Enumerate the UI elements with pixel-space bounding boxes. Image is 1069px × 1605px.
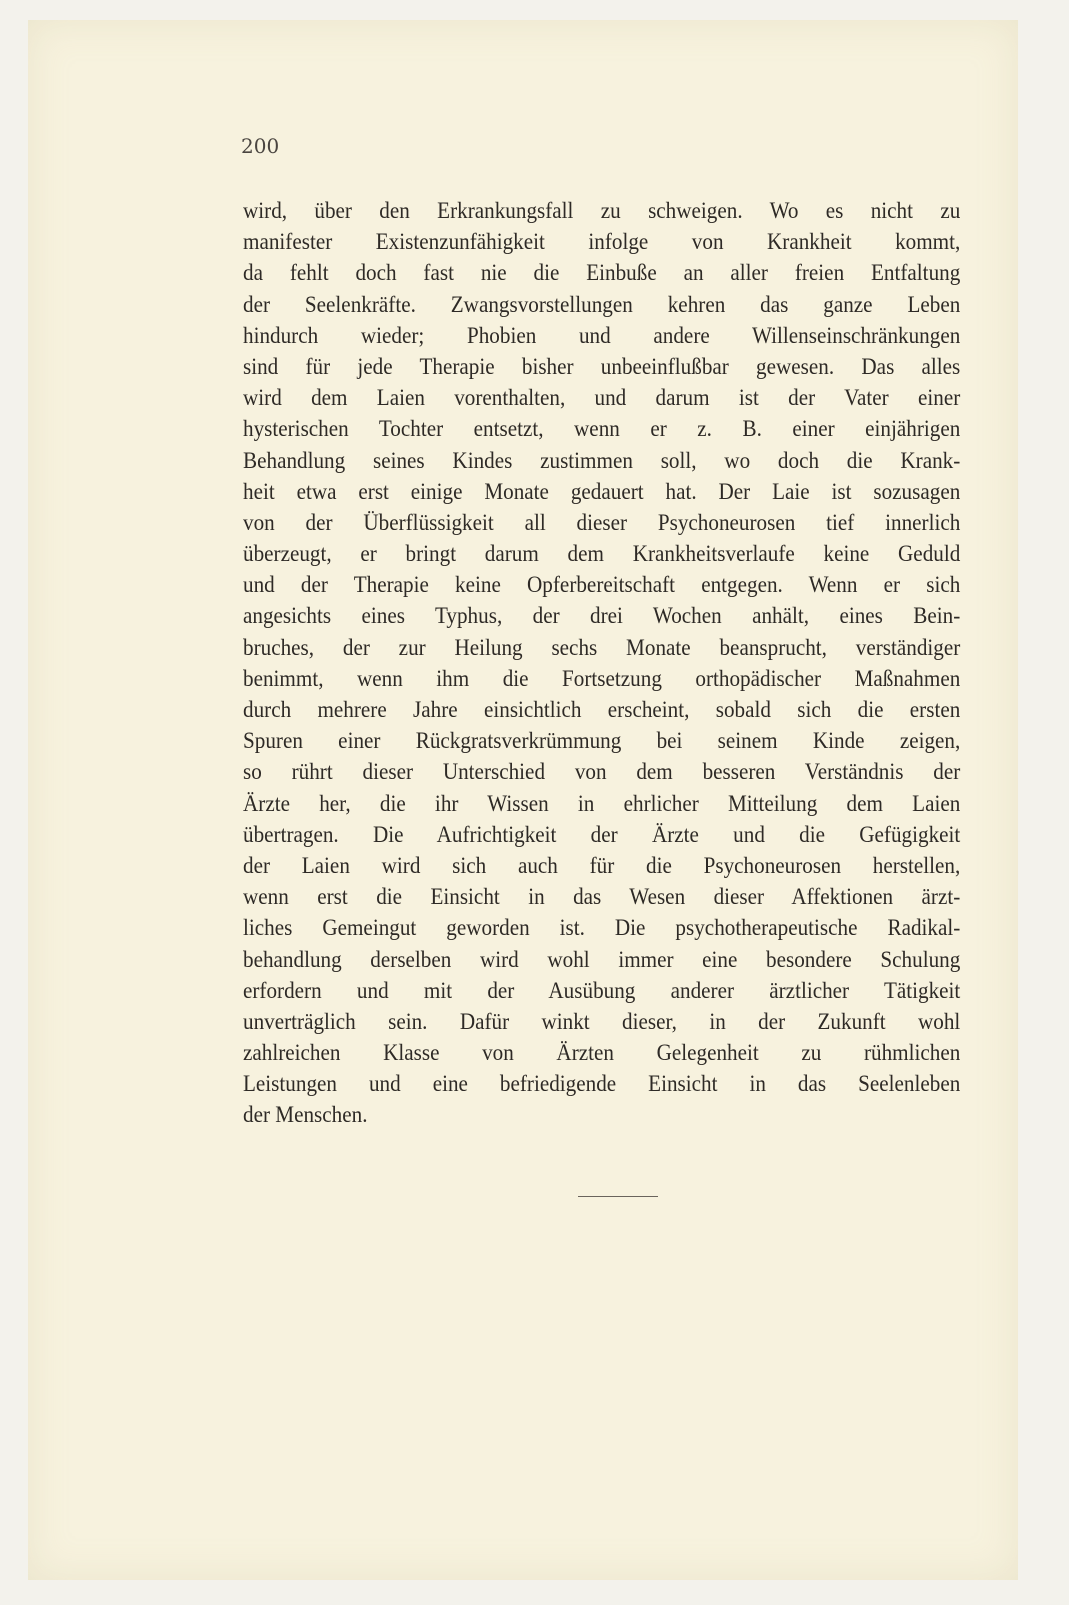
text-line: unverträglich sein. Dafür winkt dieser, in der Zukunft wohl — [243, 1008, 961, 1035]
text-line: bruches, der zur Heilung sechs Monate beansprucht, verständiger — [243, 634, 961, 661]
text-line: wird dem Laien vorenthalten, und darum ist der Vater einer — [243, 385, 961, 412]
text-line: der Menschen. — [243, 1102, 368, 1129]
text-line: behandlung derselben wird wohl immer eine besondere Schulung — [243, 946, 961, 973]
text-line: Spuren einer Rückgratsverkrümmung bei seinem Kinde zeigen, — [243, 728, 961, 755]
text-line: benimmt, wenn ihm die Fortsetzung orthopädischer Maßnahmen — [243, 665, 961, 692]
text-line: wird, über den Erkrankungsfall zu schweigen. Wo es nicht zu — [243, 198, 961, 224]
page-number: 200 — [241, 134, 280, 158]
text-line: Behandlung seines Kindes zustimmen soll, wo doch die Krank- — [243, 447, 961, 474]
body-text — [243, 196, 961, 1132]
text-line: hysterischen Tochter entsetzt, wenn er z. B. einer einjährigen — [243, 416, 961, 443]
text-line: zahlreichen Klasse von Ärzten Gelegenheit zu rühmlichen — [243, 1040, 961, 1067]
scanned-page — [28, 20, 1018, 1580]
text-line: sind für jede Therapie bisher unbeeinflußbar gewesen. Das alles — [243, 353, 961, 380]
text-line: heit etwa erst einige Monate gedauert hat. Der Laie ist sozusagen — [243, 478, 961, 505]
text-line: und der Therapie keine Opferbereitschaft entgegen. Wenn er sich — [243, 572, 961, 599]
text-line: überzeugt, er bringt darum dem Krankheitsverlaufe keine Geduld — [243, 541, 961, 568]
text-line: Leistungen und eine befriedigende Einsicht in das Seelenleben — [243, 1071, 961, 1098]
text-line: erfordern und mit der Ausübung anderer ärztlicher Tätigkeit — [243, 977, 961, 1004]
text-line: manifester Existenzunfähigkeit infolge von Krankheit kommt, — [243, 229, 961, 256]
text-line: der Seelenkräfte. Zwangsvorstellungen kehren das ganze Leben — [243, 291, 961, 318]
text-line: von der Überflüssigkeit all dieser Psychoneurosen tief innerlich — [243, 509, 961, 536]
text-line: hindurch wieder; Phobien und andere Willenseinschränkungen — [243, 322, 961, 349]
text-line: der Laien wird sich auch für die Psychoneurosen herstellen, — [243, 852, 961, 879]
text-line: angesichts eines Typhus, der drei Wochen anhält, eines Bein- — [243, 603, 961, 630]
text-line: übertragen. Die Aufrichtigkeit der Ärzte und die Gefügigkeit — [243, 821, 961, 848]
text-line: liches Gemeingut geworden ist. Die psychotherapeutische Radikal- — [243, 915, 961, 942]
text-line: Ärzte her, die ihr Wissen in ehrlicher Mitteilung dem Laien — [243, 790, 961, 817]
text-line: so rührt dieser Unterschied von dem besseren Verständnis der — [243, 759, 961, 786]
text-line: durch mehrere Jahre einsichtlich erscheint, sobald sich die ersten — [243, 697, 961, 723]
section-end-rule — [578, 1196, 658, 1197]
text-line: wenn erst die Einsicht in das Wesen dieser Affektionen ärzt- — [243, 884, 961, 911]
text-line: da fehlt doch fast nie die Einbuße an aller freien Entfaltung — [243, 260, 961, 287]
